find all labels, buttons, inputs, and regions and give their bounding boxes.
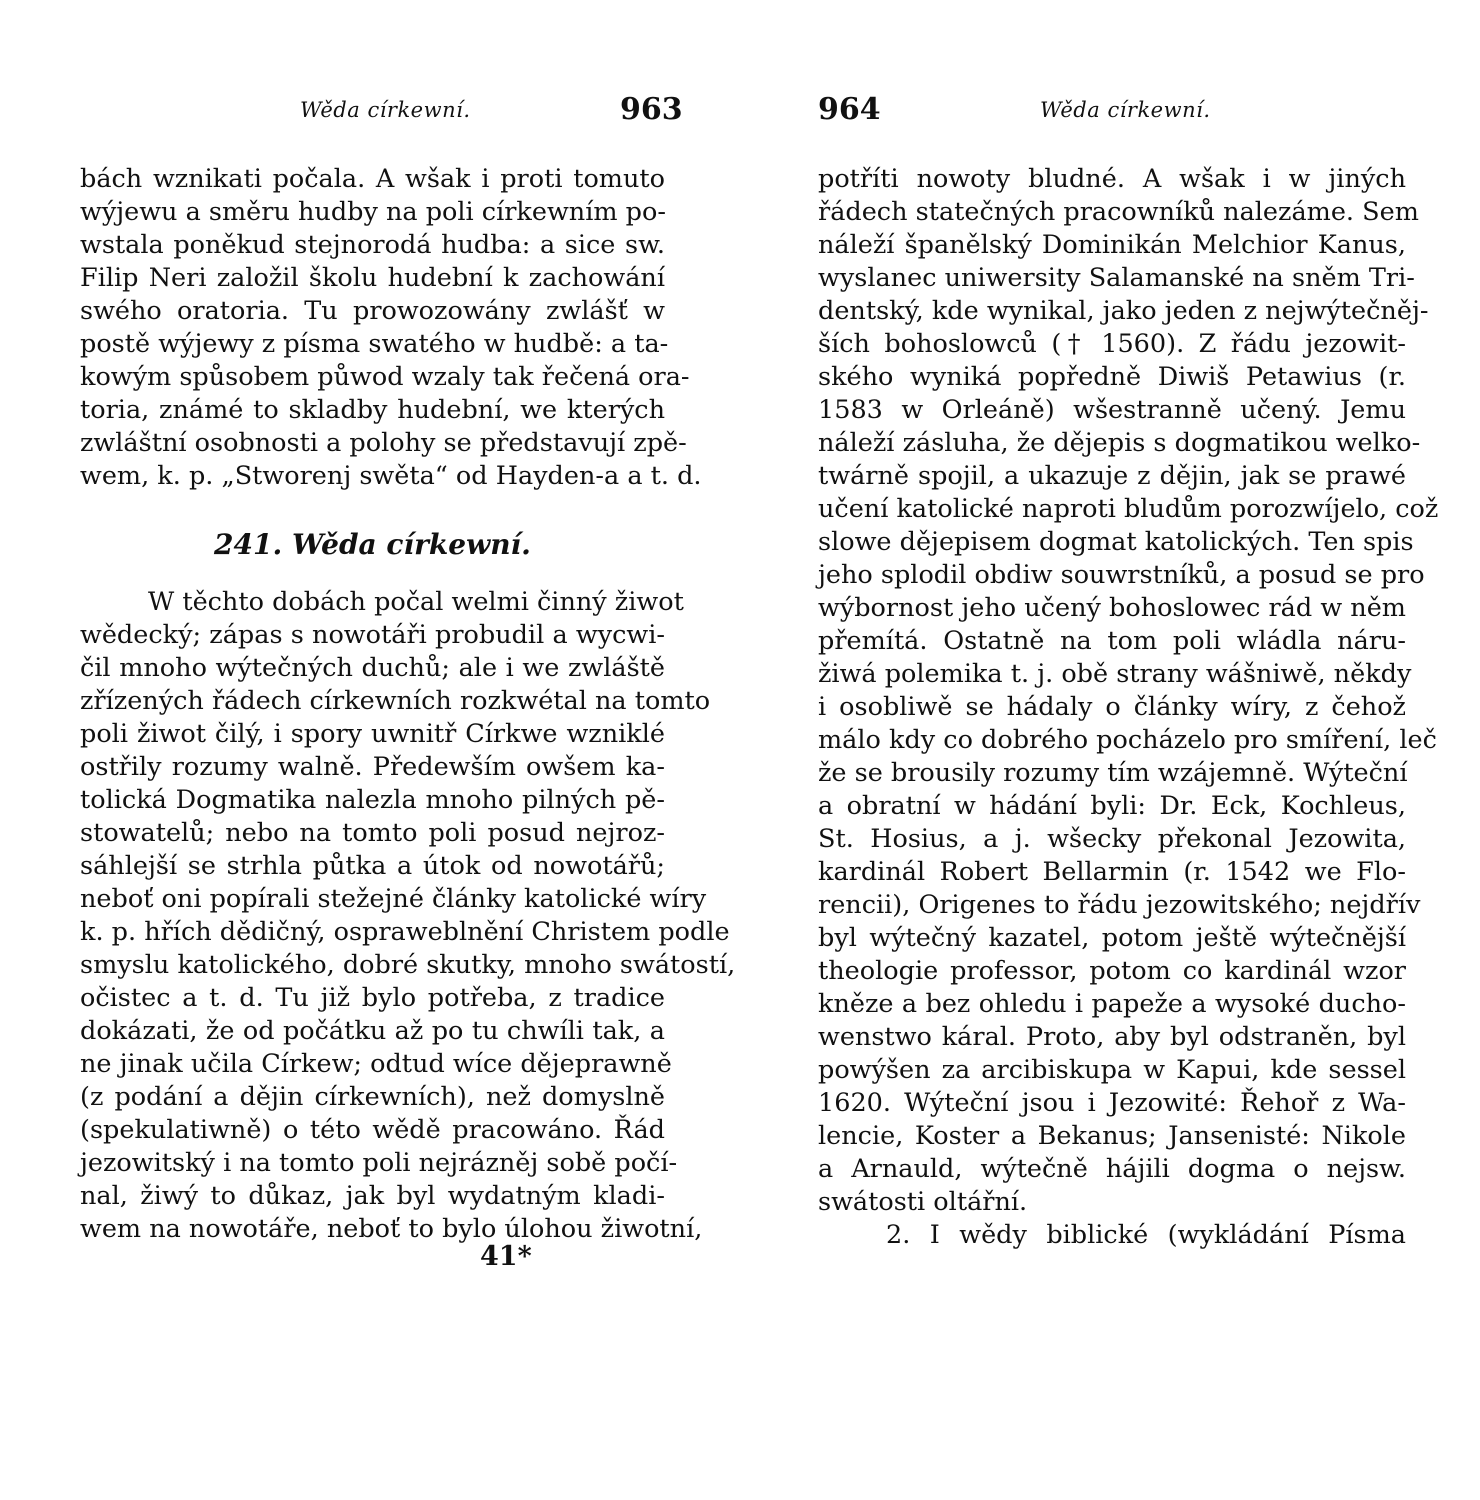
- text-line: že se brousily rozumy tím wzájemně. Wýteční: [818, 758, 1408, 788]
- text-line: postě wýjewy z písma swatého w hudbě: a ta-: [80, 329, 669, 359]
- text-line: neboť oni popírali stežejné články katolické wíry: [80, 884, 707, 914]
- text-line: Filip Neri založil školu hudební k zachowání: [80, 263, 665, 293]
- text-line: lencie, Koster a Bekanus; Jansenisté: Nikole: [818, 1121, 1406, 1151]
- text-line: i osobliwě se hádaly o články wíry, z čehož: [818, 692, 1406, 722]
- text-line: přemítá. Ostatně na tom poli wládla náru-: [818, 626, 1406, 656]
- text-line: 1620. Wýteční jsou i Jezowité: Řehoř z Wa-: [818, 1088, 1406, 1118]
- text-line: twárně spojil, a ukazuje z dějin, jak se prawé: [818, 461, 1406, 491]
- text-line: smyslu katolického, dobré skutky, mnoho swátostí,: [80, 950, 736, 980]
- text-line: málo kdy co dobrého pocházelo pro smíření, leč: [818, 725, 1437, 755]
- text-line: slowe dějepisem dogmat katolických. Ten spis: [818, 527, 1414, 557]
- text-line: wenstwo káral. Proto, aby byl odstraněn, byl: [818, 1022, 1406, 1052]
- text-line: ostřily rozumy walně. Předewším owšem ka-: [80, 752, 665, 782]
- text-line: a obratní w hádání byli: Dr. Eck, Kochleus,: [818, 791, 1406, 821]
- text-line: jezowitský i na tomto poli nejrázněj sobě počí-: [80, 1148, 678, 1178]
- text-line: sáhlejší se strhla půtka a útok od nowotářů;: [80, 851, 665, 881]
- text-line: zwláštní osobnosti a polohy se představují zpě-: [80, 428, 687, 458]
- text-line: toria, známé to skladby hudební, we kterých: [80, 395, 665, 425]
- text-line: theologie professor, potom co kardinál wzor: [818, 956, 1406, 986]
- text-line: (z podání a dějin církewních), než domyslně: [80, 1082, 665, 1112]
- text-line: 1583 w Orleáně) wšestranně učený. Jemu: [818, 395, 1406, 425]
- text-line: swátosti oltářní.: [818, 1187, 1028, 1217]
- text-block: [80, 586, 736, 1246]
- text-line: byl wýtečný kazatel, potom ještě wýtečnější: [818, 923, 1406, 953]
- text-line: dentský, kde wynikal, jako jeden z nejwýtečněj-: [818, 296, 1429, 326]
- text-line: dokázati, že od počátku až po tu chwíli tak, a: [80, 1016, 665, 1046]
- running-title: Wěda církewní.: [300, 98, 471, 122]
- text-line: kardinál Robert Bellarmin (r. 1542 we Flo-: [818, 857, 1406, 887]
- page-number: 964: [818, 92, 881, 127]
- text-line: 2. I wědy biblické (wykládání Písma: [886, 1220, 1406, 1250]
- text-line: stowatelů; nebo na tomto poli posud nejroz-: [80, 818, 665, 848]
- text-line: wyslanec uniwersity Salamanské na sněm Tri-: [818, 263, 1415, 293]
- right-page: [740, 0, 1480, 1500]
- text-line: jeho splodil obdiw souwrstníků, a posud se pro: [818, 560, 1425, 590]
- text-line: čil mnoho wýtečných duchů; ale i we zwláště: [80, 653, 665, 683]
- text-line: řádech statečných pracowníků nalezáme. Sem: [818, 197, 1419, 227]
- text-line: zřízených řádech církewních rozkwétal na tomto: [80, 686, 711, 716]
- text-line: wstala poněkud stejnorodá hudba: a sice sw.: [80, 230, 665, 260]
- text-line: bách wznikati počala. A wšak i proti tomuto: [80, 164, 665, 194]
- text-line: swého oratoria. Tu prowozowány zwlášť w: [80, 296, 665, 326]
- text-line: očistec a t. d. Tu již bylo potřeba, z tradice: [80, 983, 665, 1013]
- text-block: [818, 163, 1439, 1252]
- signature-mark: 41*: [480, 1241, 532, 1272]
- text-line: W těchto dobách počal welmi činný žiwot: [148, 587, 684, 617]
- text-line: powýšen za arcibiskupa w Kapui, kde sessel: [818, 1055, 1406, 1085]
- text-line: rencii), Origenes to řádu jezowitského; nejdřív: [818, 890, 1421, 920]
- running-title: Wěda církewní.: [1040, 98, 1211, 122]
- section-heading: 241. Wěda církewní.: [214, 528, 531, 561]
- text-line: ne jinak učila Církew; odtud wíce dějeprawně: [80, 1049, 672, 1079]
- text-line: kowým spůsobem půwod wzaly tak řečená ora-: [80, 362, 690, 392]
- text-line: náleží španělský Dominikán Melchior Kanus,: [818, 230, 1406, 260]
- text-line: wědecký; zápas s nowotáři probudil a wycwi-: [80, 620, 665, 650]
- text-line: tolická Dogmatika nalezla mnoho pilných pě-: [80, 785, 665, 815]
- text-line: wýjewu a směru hudby na poli církewním po-: [80, 197, 666, 227]
- text-line: wem, k. p. „Stworenj swěta“ od Hayden-a a t. d.: [80, 461, 702, 491]
- text-line: ského wyniká popředně Diwiš Petawius (r.: [818, 362, 1406, 392]
- text-line: (spekulatiwně) o této wědě pracowáno. Řád: [80, 1115, 665, 1145]
- text-line: poli žiwot čilý, i spory uwnitř Církwe wzniklé: [80, 719, 665, 749]
- text-line: k. p. hřích dědičný, ospraweblnění Christem podle: [80, 917, 730, 947]
- text-line: náleží zásluha, že dějepis s dogmatikou welko-: [818, 428, 1421, 458]
- text-line: St. Hosius, a j. wšecky překonal Jezowita,: [818, 824, 1406, 854]
- page-number: 963: [620, 92, 683, 127]
- text-line: nal, žiwý to důkaz, jak byl wydatným kladi-: [80, 1181, 665, 1211]
- text-line: potříti nowoty bludné. A wšak i w jiných: [818, 164, 1406, 194]
- text-line: kněze a bez ohledu i papeže a wysoké ducho-: [818, 989, 1406, 1019]
- text-line: žiwá polemika t. j. obě strany wášniwě, někdy: [818, 659, 1412, 689]
- text-line: wem na nowotáře, neboť to bylo úlohou žiwotní,: [80, 1214, 703, 1244]
- text-block: [80, 163, 702, 493]
- text-line: učení katolické naproti bludům porozwíjelo, což: [818, 494, 1439, 524]
- text-line: a Arnauld, wýtečně hájili dogma o nejsw.: [818, 1154, 1406, 1184]
- text-line: ších bohoslowců († 1560). Z řádu jezowit-: [818, 329, 1406, 359]
- text-line: wýbornost jeho učený bohoslowec rád w něm: [818, 593, 1406, 623]
